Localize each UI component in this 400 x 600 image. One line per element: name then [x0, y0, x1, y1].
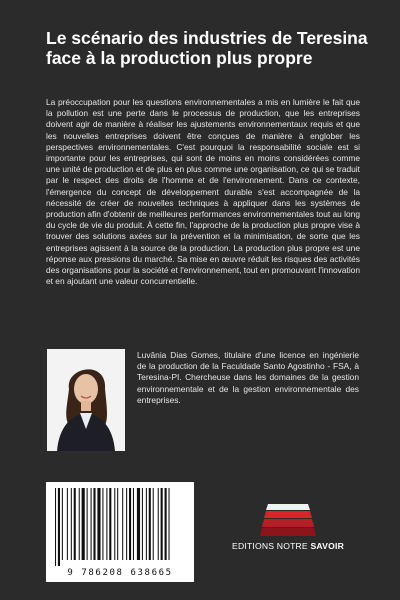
- book-title: Le scénario des industries de Teresina face à la production plus propre: [46, 28, 368, 68]
- barcode-bar: [58, 488, 60, 566]
- book-summary: La préoccupation pour les questions environnementales a mis en lumière le fait que la pollution est une perte dans le processus de production, que les entreprises doivent agir de manière à réaliser les ajustements environnementaux requis et que les nouvelles entreprises doivent être conçues de manière à englober les perspectives environnementales. C'est pourquoi la responsabilité sociale est si importante pour les entreprises, qui sont de moins en moins considérées comme une unité de production et de plus en plus comme une organisation, ce qui se traduit par le respect des droits de l'homme et de l'environnement. Dans ce contexte, l'émergence du concept de développement durable s'est accompagnée de la nécessité de créer de nouvelles techniques à appliquer dans les systèmes de production afin d'obtenir de meilleures performances environnementales tout au long du cycle de vie du produit. À cette fin, l'approche de la production plus propre vise à trouver des solutions axées sur la prévention et la minimisation, de sorte que les entreprises agissent à la source de la production. La production plus propre est une réponse aux pressions du marché. Sa mise en œuvre réduit les risques des activités des organisations pour la société et l'environnement, tout en promouvant l'innovation et en ajoutant une valeur concurrentielle.: [46, 97, 360, 287]
- barcode-bar: [91, 488, 92, 560]
- barcode-bar: [117, 488, 118, 560]
- publisher-name: [228, 541, 348, 551]
- barcode-bar: [79, 488, 80, 560]
- barcode-bars: [46, 482, 194, 566]
- publisher-name-bold: SAVOIR: [310, 541, 344, 551]
- barcode-bar: [93, 488, 95, 560]
- barcode-bar: [102, 488, 103, 560]
- barcode-bar: [74, 488, 76, 560]
- author-portrait-icon: [47, 349, 125, 451]
- barcode-bar: [149, 488, 151, 560]
- barcode-bar: [122, 488, 123, 560]
- author-photo: [47, 349, 125, 451]
- barcode-bar: [165, 488, 167, 560]
- barcode-bar: [67, 488, 68, 560]
- barcode-bar: [71, 488, 72, 560]
- barcode-bar: [106, 488, 107, 560]
- barcode-bar: [142, 488, 143, 560]
- author-bio: Luvânia Dias Gomes, titulaire d'une licence en ingénierie de la production de la Faculdade Santo Agostinho - FSA, à Teresina-PI. Chercheuse dans les domaines de la gestion environnementale et de la gestion environnementale des entreprises.: [137, 350, 359, 405]
- barcode-bar: [133, 488, 134, 560]
- publisher-logo: [228, 496, 348, 556]
- barcode-bar: [129, 488, 131, 560]
- barcode-bar: [153, 488, 154, 560]
- barcode-digits: 9 786208 638665: [67, 568, 173, 578]
- barcode-bar: [161, 488, 163, 560]
- barcode: [46, 482, 194, 582]
- barcode-bar: [137, 488, 140, 560]
- barcode-bar: [62, 488, 63, 560]
- barcode-bar: [55, 488, 56, 566]
- barcode-bar: [158, 488, 159, 560]
- barcode-bar: [146, 488, 147, 560]
- barcode-bar: [114, 488, 115, 560]
- barcode-bar: [87, 488, 88, 560]
- barcode-bar: [109, 488, 111, 560]
- barcode-bar: [82, 488, 85, 560]
- barcode-bar: [97, 488, 100, 560]
- publisher-name-light: EDITIONS NOTRE: [232, 541, 311, 551]
- barcode-bar: [169, 488, 170, 560]
- barcode-bar: [126, 488, 127, 560]
- publisher-logo-icon: [228, 496, 348, 540]
